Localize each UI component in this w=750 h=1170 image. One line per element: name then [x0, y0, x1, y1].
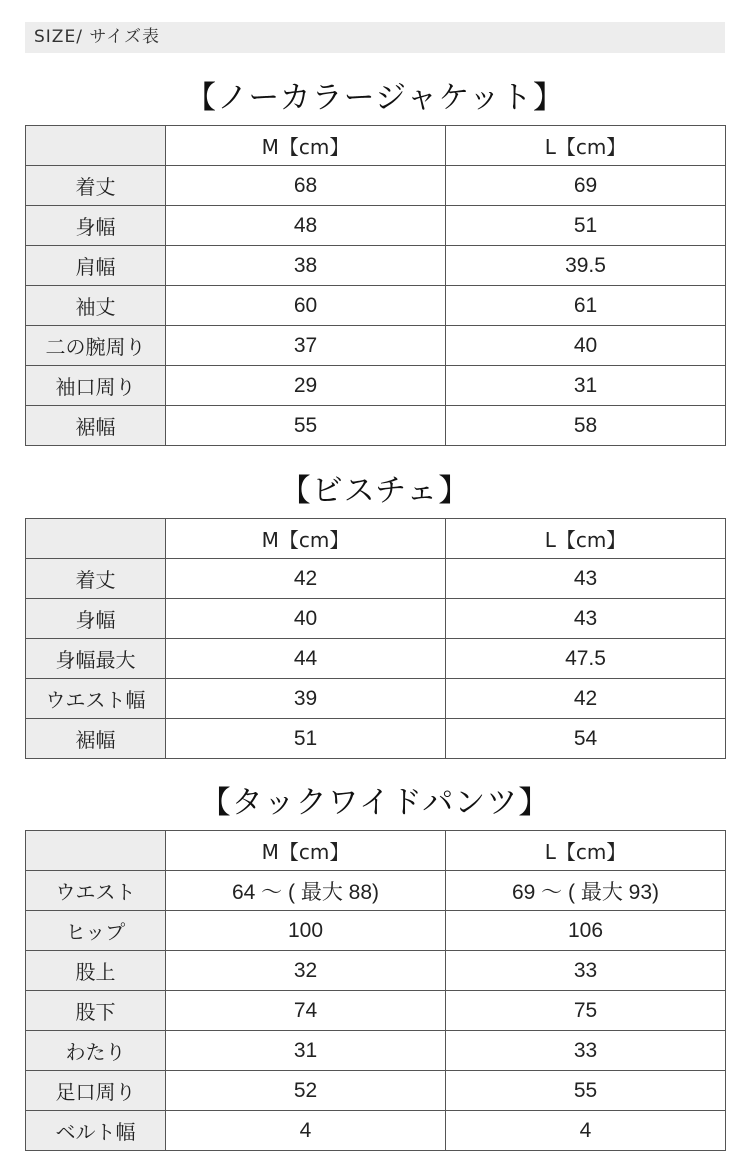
row-label: 肩幅	[26, 246, 166, 286]
value-m: 52	[166, 1071, 446, 1111]
section-title-pants: 【タックワイドパンツ】	[199, 785, 551, 821]
table-row	[26, 166, 726, 206]
size-table-pants	[25, 830, 726, 1151]
table-row	[26, 286, 726, 326]
column-header-l: L【cm】	[446, 519, 726, 559]
row-label: 股下	[26, 991, 166, 1031]
size-table-bustier	[25, 518, 726, 759]
corner-cell	[26, 126, 166, 166]
value-l: 43	[446, 599, 726, 639]
table-row	[26, 406, 726, 446]
column-header-m: M【cm】	[166, 519, 446, 559]
row-label: 二の腕周り	[26, 326, 166, 366]
value-l: 54	[446, 719, 726, 759]
column-header-l: L【cm】	[446, 831, 726, 871]
table-row	[26, 719, 726, 759]
row-label: 股上	[26, 951, 166, 991]
value-l: 55	[446, 1071, 726, 1111]
value-l: 33	[446, 1031, 726, 1071]
value-l: 61	[446, 286, 726, 326]
row-label: 袖丈	[26, 286, 166, 326]
value-l: 31	[446, 366, 726, 406]
table-header-row	[26, 519, 726, 559]
value-m: 32	[166, 951, 446, 991]
table-row	[26, 599, 726, 639]
table-row	[26, 366, 726, 406]
size-table-jacket	[25, 125, 726, 446]
row-label: ウエスト幅	[26, 679, 166, 719]
row-label: 袖口周り	[26, 366, 166, 406]
column-header-m: M【cm】	[166, 126, 446, 166]
row-label: 裾幅	[26, 719, 166, 759]
table-row	[26, 951, 726, 991]
value-m: 68	[166, 166, 446, 206]
corner-cell	[26, 831, 166, 871]
value-m: 74	[166, 991, 446, 1031]
table-header-row	[26, 831, 726, 871]
table-row	[26, 639, 726, 679]
value-m: 4	[166, 1111, 446, 1151]
table-row	[26, 326, 726, 366]
table-row	[26, 1111, 726, 1151]
value-l: 58	[446, 406, 726, 446]
value-l: 69	[446, 166, 726, 206]
table-row	[26, 991, 726, 1031]
section-title-jacket: 【ノーカラージャケット】	[185, 80, 565, 116]
size-chart-header: SIZE/ サイズ表	[25, 22, 725, 53]
row-label: ヒップ	[26, 911, 166, 951]
table-row	[26, 871, 726, 911]
column-header-l: L【cm】	[446, 126, 726, 166]
table-row	[26, 1071, 726, 1111]
row-label: 身幅	[26, 206, 166, 246]
table-row	[26, 911, 726, 951]
section-title-bustier: 【ビスチェ】	[279, 473, 471, 509]
row-label: 足口周り	[26, 1071, 166, 1111]
value-m: 38	[166, 246, 446, 286]
value-m: 31	[166, 1031, 446, 1071]
value-m: 51	[166, 719, 446, 759]
value-l: 33	[446, 951, 726, 991]
value-m: 48	[166, 206, 446, 246]
value-l: 40	[446, 326, 726, 366]
value-l: 42	[446, 679, 726, 719]
row-label: 身幅	[26, 599, 166, 639]
value-m: 55	[166, 406, 446, 446]
value-l: 47.5	[446, 639, 726, 679]
row-label: わたり	[26, 1031, 166, 1071]
row-label: ウエスト	[26, 871, 166, 911]
column-header-m: M【cm】	[166, 831, 446, 871]
value-l: 39.5	[446, 246, 726, 286]
table-row	[26, 679, 726, 719]
value-l: 69 〜 ( 最大 93)	[446, 871, 726, 911]
row-label: 着丈	[26, 166, 166, 206]
row-label: ベルト幅	[26, 1111, 166, 1151]
corner-cell	[26, 519, 166, 559]
table-row	[26, 559, 726, 599]
table-header-row	[26, 126, 726, 166]
value-l: 51	[446, 206, 726, 246]
value-l: 106	[446, 911, 726, 951]
value-m: 40	[166, 599, 446, 639]
row-label: 身幅最大	[26, 639, 166, 679]
row-label: 着丈	[26, 559, 166, 599]
table-row	[26, 1031, 726, 1071]
value-m: 60	[166, 286, 446, 326]
value-m: 44	[166, 639, 446, 679]
value-l: 4	[446, 1111, 726, 1151]
value-l: 43	[446, 559, 726, 599]
value-m: 37	[166, 326, 446, 366]
value-m: 64 〜 ( 最大 88)	[166, 871, 446, 911]
row-label: 裾幅	[26, 406, 166, 446]
table-row	[26, 206, 726, 246]
value-m: 29	[166, 366, 446, 406]
value-m: 39	[166, 679, 446, 719]
table-row	[26, 246, 726, 286]
value-m: 42	[166, 559, 446, 599]
value-m: 100	[166, 911, 446, 951]
value-l: 75	[446, 991, 726, 1031]
